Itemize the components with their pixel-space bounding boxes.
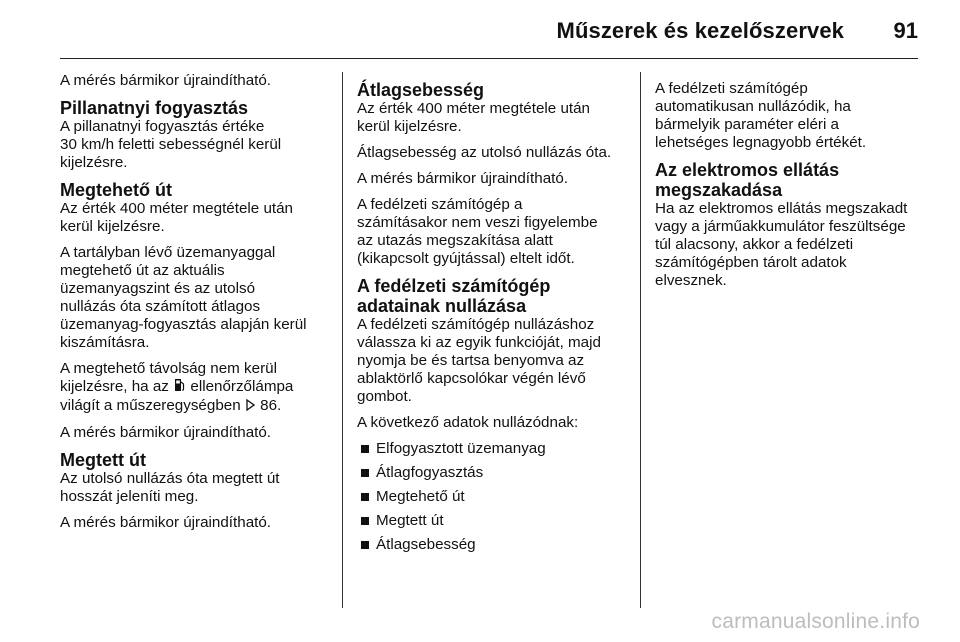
page-header [60, 0, 918, 59]
paragraph: A fedélzeti számítógép nullázáshoz válassza ki az egyik funkcióját, majd nyomja be és tartsa benyomva az ablaktörlő kapcsolókar végén lévő gombot. [357, 316, 601, 405]
list-item [357, 536, 625, 554]
section-heading: Megtehető út [60, 180, 172, 200]
section-heading: Az elektromos ellátás megszakadása [655, 160, 840, 200]
section-heading: Pillanatnyi fogyasztás [60, 98, 249, 118]
bullet-square-icon [361, 517, 369, 525]
page-title: Műszerek és kezelőszervek [556, 18, 844, 43]
fuel-pump-icon [174, 378, 185, 397]
paragraph: Az utolsó nullázás óta megtett út hosszát jeleníti meg. [60, 470, 280, 505]
bullet-square-icon [361, 469, 369, 477]
watermark: carmanualsonline.info [711, 610, 920, 633]
list-item [357, 488, 625, 506]
page-number: 91 [893, 18, 918, 43]
paragraph: A mérés bármikor újraindítható. [60, 514, 272, 531]
list-item-label: Megtehető út [376, 488, 465, 505]
text-fragment: A megtehető távolság nem kerül kijelzésre, ha az [60, 360, 277, 395]
paragraph: Az érték 400 méter megtétele után kerül kijelzésre. [357, 100, 591, 135]
reference-arrow-icon [246, 398, 255, 416]
paragraph: Az érték 400 méter megtétele után kerül kijelzésre. [60, 200, 294, 235]
list-item [357, 440, 625, 458]
section-heading: Átlagsebesség [357, 80, 485, 100]
page-reference[interactable]: 86. [260, 397, 282, 414]
list-item-label: Elfogyasztott üzemanyag [376, 440, 546, 457]
bullet-square-icon [361, 445, 369, 453]
column-1 [60, 72, 330, 540]
bullet-square-icon [361, 493, 369, 501]
section-heading: Megtett út [60, 450, 146, 470]
bullet-square-icon [361, 541, 369, 549]
paragraph: A pillanatnyi fogyasztás értéke 30 km/h feletti sebességnél kerül kijelzésre. [60, 118, 282, 171]
text-fragment: ellenőrzőlámpa világít a műszeregységben [60, 378, 294, 414]
paragraph: A tartályban lévő üzemanyaggal megtehető út az aktuális üzemanyagszint és az utolsó nullázás óta számított átlagos üzemanyag-fogyasztás alapján kerül kiszámításra. [60, 244, 307, 351]
paragraph: Ha az elektromos ellátás megszakadt vagy a járműakkumulátor feszültsége túl alacsony, akkor a fedélzeti számítógépben tárolt adatok elvesznek. [655, 200, 908, 289]
list-item-label: Átlagfogyasztás [376, 464, 484, 481]
list-item-label: Megtett út [376, 512, 444, 529]
paragraph: A mérés bármikor újraindítható. [60, 72, 272, 89]
column-2 [357, 80, 625, 560]
paragraph [60, 360, 330, 416]
paragraph: A mérés bármikor újraindítható. [357, 170, 569, 187]
paragraph: A fedélzeti számítógép a számításakor nem veszi figyelembe az utazás megszakítása alatt (kikapcsolt gyújtással) eltelt időt. [357, 196, 598, 267]
paragraph: A következő adatok nullázódnak: [357, 414, 579, 431]
section-heading: A fedélzeti számítógép adatainak nullázása [357, 276, 551, 316]
list-item [357, 512, 625, 530]
column-divider [640, 72, 641, 608]
column-3 [655, 80, 923, 298]
paragraph: A fedélzeti számítógép automatikusan nullázódik, ha bármelyik paraméter eléri a lehetséges legnagyobb értékét. [655, 80, 867, 151]
column-divider [342, 72, 343, 608]
list-item-label: Átlagsebesség [376, 536, 476, 553]
paragraph: A mérés bármikor újraindítható. [60, 424, 272, 441]
list-item [357, 464, 625, 482]
paragraph: Átlagsebesség az utolsó nullázás óta. [357, 144, 612, 161]
